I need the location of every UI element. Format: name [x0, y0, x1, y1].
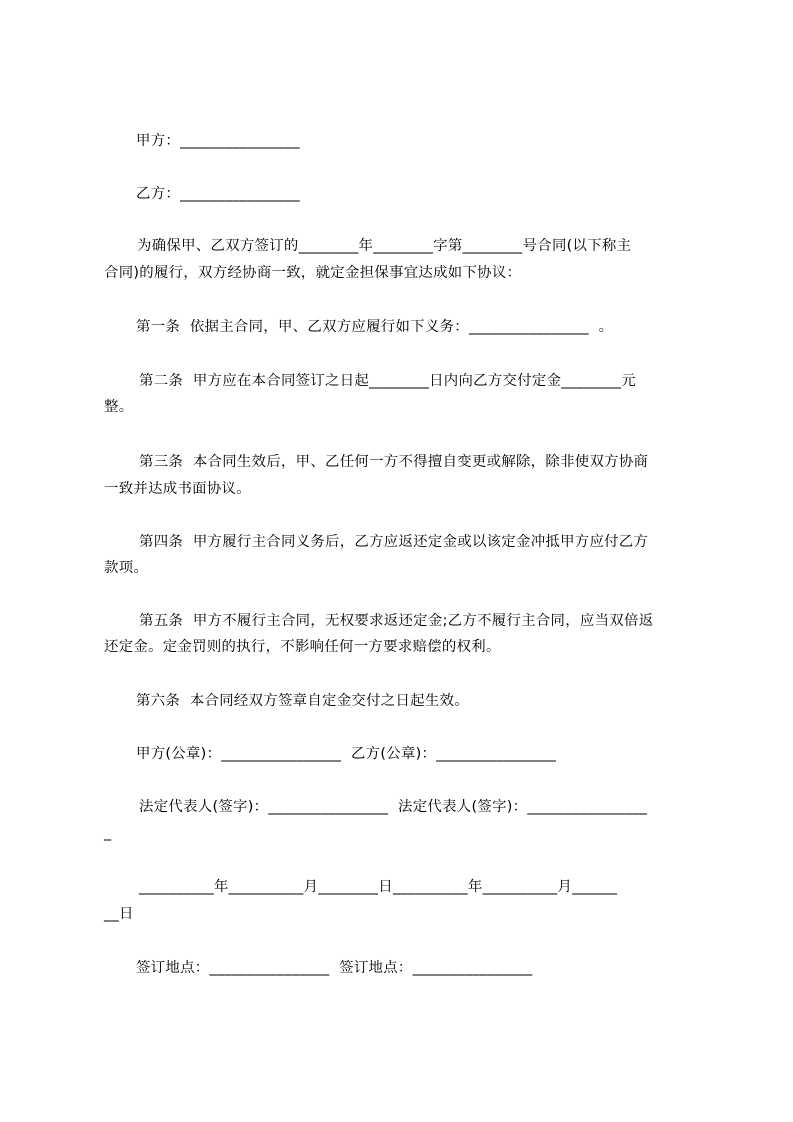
article-1: 第一条 依据主合同，甲、乙双方应履行如下义务：________________ 。	[136, 319, 614, 335]
article-3-line-2: 一致并达成书面协议。	[104, 481, 251, 497]
party-a-line: 甲方：________________	[136, 133, 300, 149]
intro-line-2: 合同)的履行，双方经协商一致，就定金担保事宜达成如下协议：	[104, 265, 522, 281]
representative-line-1: 法定代表人(签字)：________________ 法定代表人(签字)：________________	[139, 799, 648, 815]
seal-line: 甲方(公章)：________________ 乙方(公章)：________________	[136, 746, 557, 762]
article-4-line-1: 第四条 甲方履行主合同义务后，乙方应返还定金或以该定金冲抵甲方应付乙方	[139, 534, 649, 550]
date-line-2: __日	[104, 906, 134, 922]
date-line-1: __________年__________月________日__________年__________月______	[139, 879, 618, 895]
article-6: 第六条 本合同经双方签章自定金交付之日起生效。	[136, 693, 469, 709]
article-3-line-1: 第三条 本合同生效后，甲、乙任何一方不得擅自变更或解除，除非使双方协商	[139, 454, 649, 470]
party-b-line: 乙方：________________	[136, 186, 300, 202]
representative-line-2: _	[104, 825, 112, 841]
article-2-line-2: 整。	[104, 399, 134, 415]
article-2-line-1: 第二条 甲方应在本合同签订之日起________日内向乙方交付定金________元	[139, 373, 636, 389]
article-4-line-2: 款项。	[104, 560, 149, 576]
signing-place-line: 签订地点：________________ 签订地点：________________	[136, 960, 533, 976]
article-5-line-2: 还定金。定金罚则的执行，不影响任何一方要求赔偿的权利。	[104, 639, 501, 655]
article-5-line-1: 第五条 甲方不履行主合同，无权要求返还定金;乙方不履行主合同，应当双倍返	[139, 613, 654, 629]
intro-line-1: 为确保甲、乙双方签订的________年________字第________号合同(以下称主	[137, 238, 632, 254]
